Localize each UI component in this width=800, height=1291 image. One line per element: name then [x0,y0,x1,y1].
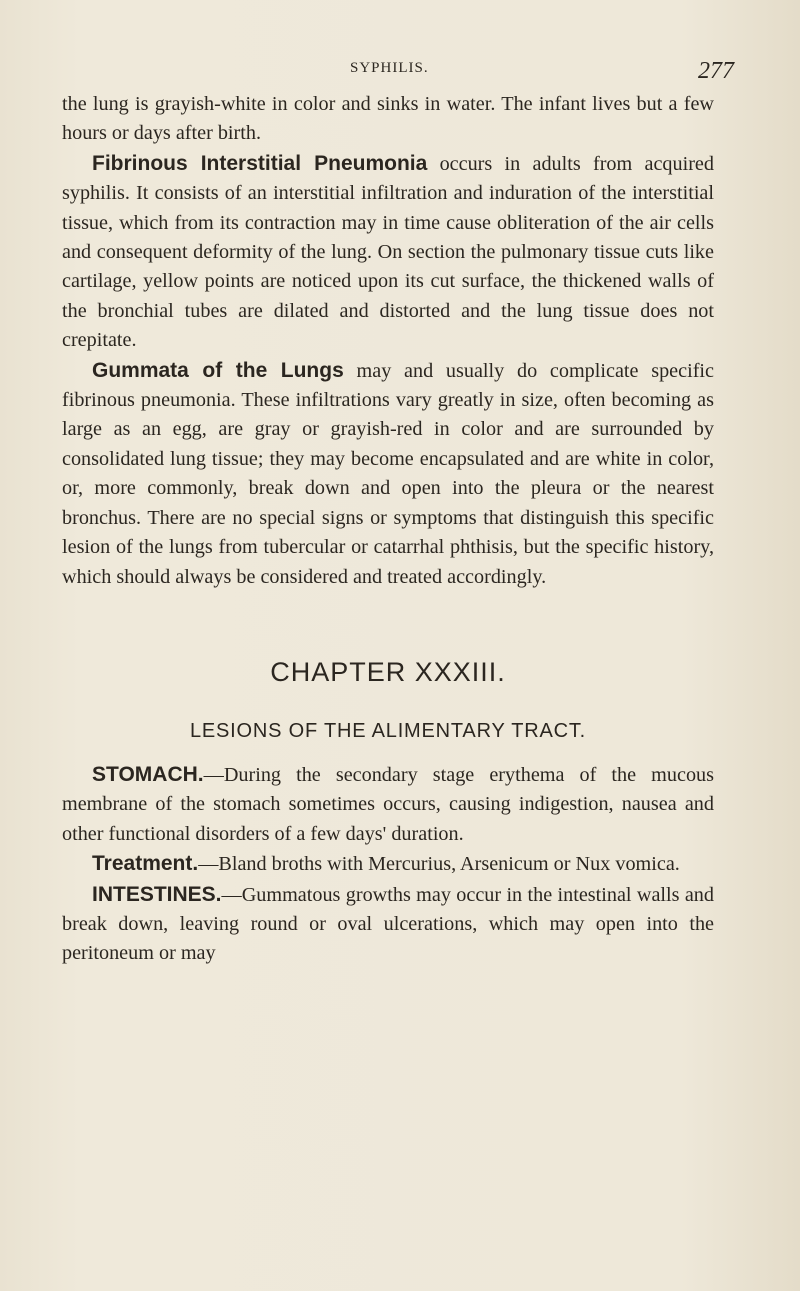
run-in-heading: STOMACH. [92,762,204,786]
paragraph-stomach [62,760,714,849]
paragraph-treatment [62,849,714,879]
paragraph-text: may and usually do complicate specific fibrinous pneumonia. These infiltrations vary greatly in size, often becoming as large as an egg, are gray or grayish-red in color and are surrounded by consolidated lung tissue; they may become encapsulated and are white in color, or, more commonly, break down and open into the pleura or the nearest bronchus. There are no special signs or symptoms that distinguish this specific lesion of the lungs from tubercular or catarrhal phthisis, but the specific history, which should always be considered and treated accordingly. [62,359,714,588]
paragraph-intestines [62,880,714,969]
paragraph-text: —Bland broths with Mercurius, Arsenicum or Nux vomica. [198,853,680,876]
chapter-subtitle: LESIONS OF THE ALIMENTARY TRACT. [189,719,587,742]
paragraph-text: occurs in adults from acquired syphilis. It consists of an interstitial infiltration and induration of the interstitial tissue, which from its contraction may in time cause obliteration of the air cells and consequent deformity of the lung. On section the pulmonary tissue cuts like cartilage, yellow points are noticed upon its cut surface, the thickened walls of the bronchial tubes are dilated and distorted and the lung tissue does not crepitate. [62,152,714,352]
run-in-heading: Gummata of the Lungs [92,358,344,382]
paragraph-text: —During the secondary stage erythema of the mucous membrane of the stomach sometimes occurs, causing indigestion, nausea and other functional disorders of a few days' duration. [62,763,714,845]
run-in-heading: INTESTINES. [92,882,222,906]
paragraph-continuation [62,90,714,149]
running-title: SYPHILIS. [350,60,429,76]
page-number: 277 [698,58,734,84]
paragraph-text: the lung is grayish-white in color and sinks in water. The infant lives but a few hours or days after birth. [62,93,714,145]
run-in-heading: Fibrinous Interstitial Pneumonia [92,151,428,175]
chapter-title: CHAPTER XXXIII. [270,656,506,687]
run-in-heading: Treatment. [92,852,199,876]
running-head [0,58,800,88]
paragraph-text: —Gummatous growths may occur in the intestinal walls and break down, leaving round or oval ulcerations, which may open into the peritoneum or may [62,883,714,965]
page-text [62,90,714,969]
paragraph-gummata [62,356,714,592]
paragraph-fibrinous-pneumonia [62,149,714,356]
